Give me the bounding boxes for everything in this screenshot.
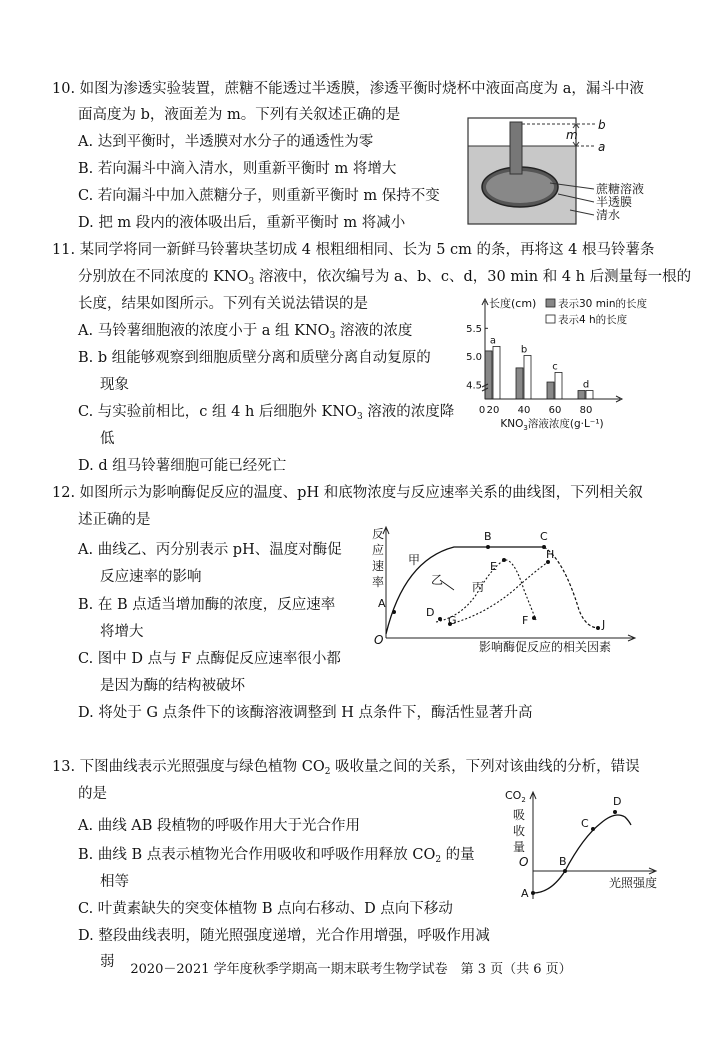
q13-option-c: C. 叶黄素缺失的突变体植物 B 点向右移动、D 点向下移动 [78, 901, 453, 917]
x-tick-label-3: 80 [579, 405, 593, 416]
point-b-label: B [484, 530, 492, 543]
label-clear-water: 清水 [596, 208, 621, 222]
legend-swatch-30min [546, 299, 555, 307]
legend-label-4h: 表示4 h的长度 [558, 314, 628, 326]
x-tick-label-2: 60 [548, 405, 562, 416]
curve-yi-label: 乙 [431, 573, 444, 587]
x-tick-label-1: 40 [517, 405, 531, 416]
co2-x-label: 光照强度 [609, 876, 658, 890]
bar-d-series-0 [578, 391, 585, 399]
point-j-label: J [602, 618, 606, 631]
q13-option-d-line2: 弱 [100, 954, 115, 970]
legend-label-30min: 表示30 min的长度 [558, 298, 647, 310]
point-a-label: A [378, 597, 386, 610]
co2-point-c-label: C [581, 817, 589, 830]
chart-y-label: 长度(cm) [489, 297, 537, 310]
ylabel-char-1: 反 [371, 527, 385, 541]
curve-bing [450, 562, 548, 624]
q11-option-b-line2: 现象 [100, 377, 129, 393]
page-footer: 2020－2021 学年度秋季学期高一期末联考生物学试卷 第 3 页（共 6 页） [130, 962, 572, 977]
bar-b-series-1 [524, 355, 531, 399]
chart-x-origin: 0 [478, 405, 486, 416]
co2-point-d-marker [613, 810, 617, 814]
potato-length-bar-chart [462, 293, 687, 431]
ylabel-char-2: 应 [371, 543, 385, 557]
q13-option-d-line1: D. 整段曲线表明，随光照强度递增，光合作用增强，呼吸作用减 [78, 928, 490, 944]
q12-stem-line2: 述正确的是 [78, 512, 151, 528]
bar-group-label-a: a [489, 335, 497, 347]
q13-option-b-line2: 相等 [100, 874, 129, 890]
q13-stem-line2: 的是 [78, 786, 107, 802]
co2-point-b-label: B [559, 855, 567, 868]
q10-stem-line1: 10. 如图为渗透实验装置，蔗糖不能透过半透膜，渗透平衡时烧杯中液面高度为 a，漏斗中液 [52, 81, 644, 97]
co2-ylabel-char-1: 吸 [513, 808, 526, 822]
bar-d-series-1 [586, 391, 593, 399]
point-d-marker [438, 617, 442, 621]
co2-point-b-marker [563, 869, 567, 873]
q13-stem-line1: 13. 下图曲线表示光照强度与绿色植物 $CO_2$ 吸收量之间的关系，下列对该曲线的分析，错误 [52, 759, 640, 777]
q12-option-d: D. 将处于 G 点条件下的该酶溶液调整到 H 点条件下，酶活性显著升高 [78, 705, 533, 721]
q11-option-d: D. d 组马铃薯细胞可能已经死亡 [78, 458, 287, 474]
q11-option-c-line2: 低 [100, 431, 115, 447]
enzyme-reaction-rate-figure [364, 520, 664, 660]
co2-point-a-marker [531, 891, 535, 895]
point-e-label: E [490, 560, 497, 573]
q12-option-b-line1: B. 在 B 点适当增加酶的浓度，反应速率 [78, 597, 336, 613]
y-tick-label-1: 5.0 [466, 352, 482, 364]
point-d-label: D [426, 606, 435, 619]
bar-b-series-0 [516, 368, 523, 399]
q10-stem-line2: 面高度为 b，液面差为 m。下列有关叙述正确的是 [78, 107, 401, 123]
point-c-label: C [540, 530, 548, 543]
q13-option-a: A. 曲线 AB 段植物的呼吸作用大于光合作用 [78, 818, 361, 834]
q11-stem-line1: 11. 某同学将同一新鲜马铃薯块茎切成 4 根粗细相同、长为 5 cm 的条，再将这 4 根马铃薯条 [52, 242, 655, 258]
q10-option-d: D. 把 m 段内的液体吸出后，重新平衡时 m 将减小 [78, 215, 406, 231]
point-a-marker [392, 610, 396, 614]
point-b-marker [486, 545, 490, 549]
curve-yi [436, 560, 536, 622]
bar-group-label-c: c [552, 361, 558, 373]
q12-option-a-line2: 反应速率的影响 [100, 569, 202, 585]
point-e-marker [502, 558, 506, 562]
co2-point-a-label: A [521, 887, 529, 900]
legend-swatch-4h [546, 315, 555, 323]
q10-option-a: A. 达到平衡时，半透膜对水分子的通透性为零 [78, 134, 374, 150]
q12-option-b-line2: 将增大 [100, 624, 144, 640]
bar-a-series-0 [485, 351, 492, 399]
q11-option-a: A. 马铃薯细胞液的浓度小于 a 组 $KNO_3$ 溶液的浓度 [78, 323, 413, 341]
label-a: a [598, 140, 606, 154]
q13-option-b-line1: B. 曲线 B 点表示植物光合作用吸收和呼吸作用释放 $CO_2$ 的量 [78, 847, 475, 865]
co2-point-c-marker [591, 827, 595, 831]
q12-stem-line1: 12. 如图所示为影响酶促反应的温度、pH 和底物浓度与反应速率关系的曲线图，下列相关叙 [52, 485, 643, 501]
bar-group-label-d: d [582, 379, 590, 391]
co2-ylabel-char-3: 量 [513, 840, 526, 854]
ylabel-char-3: 速 [371, 559, 385, 573]
point-h-label: H [546, 548, 555, 561]
label-b: b [598, 118, 606, 132]
q11-stem-line2: 分别放在不同浓度的 $KNO_3$ 溶液中，依次编号为 a、b、c、d，30 min 和 4 h 后测量每一根的 [78, 269, 692, 287]
point-f-label: F [522, 614, 529, 627]
ylabel-char-4: 率 [371, 575, 385, 589]
co2-ylabel-char-2: 收 [513, 824, 526, 838]
q11-stem-line3: 长度，结果如图所示。下列有关说法错误的是 [78, 296, 368, 312]
q11-option-b-line1: B. b 组能够观察到细胞质壁分离和质壁分离自动复原的 [78, 350, 431, 366]
bar-c-series-0 [547, 382, 554, 399]
label-semipermeable-membrane: 半透膜 [596, 195, 633, 209]
y-tick-label-2: 5.5 [466, 323, 482, 335]
funnel-tube [510, 122, 522, 174]
enzyme-x-label: 影响酶促反应的相关因素 [479, 640, 612, 654]
point-j-marker [596, 626, 600, 630]
q12-option-c-line2: 是因为酶的结构被破坏 [100, 678, 245, 694]
label-m: m [566, 128, 578, 142]
q10-option-c: C. 若向漏斗中加入蔗糖分子，则重新平衡时 m 保持不变 [78, 188, 440, 204]
point-g-label: G [448, 614, 457, 627]
q10-option-b: B. 若向漏斗中滴入清水，则重新平衡时 m 将增大 [78, 161, 397, 177]
curve-jia-label: 甲 [408, 553, 421, 567]
co2-ylabel-co: $CO_2$ [505, 789, 526, 804]
point-f-marker [532, 616, 536, 620]
bar-c-series-1 [555, 372, 562, 399]
y-tick-label-0: 4.5 [466, 380, 482, 392]
q12-option-c-line1: C. 图中 D 点与 F 点酶促反应速率很小都 [78, 651, 341, 667]
q12-option-a-line1: A. 曲线乙、丙分别表示 pH、温度对酶促 [78, 542, 342, 558]
q11-option-c-line1: C. 与实验前相比，c 组 4 h 后细胞外 $KNO_3$ 溶液的浓度降 [78, 404, 455, 422]
co2-origin-label: O [519, 855, 529, 869]
x-tick-label-0: 20 [486, 405, 500, 416]
osmosis-apparatus-figure [462, 110, 672, 230]
sucrose-solution [486, 171, 554, 203]
co2-absorption-figure [505, 785, 675, 905]
bar-a-series-1 [493, 346, 500, 399]
enzyme-origin-label: O [374, 633, 384, 647]
label-sucrose-solution: 蔗糖溶液 [596, 182, 645, 196]
chart-x-label: $KNO_3$溶液浓度(g·L⁻¹) [500, 418, 604, 431]
curve-bing-label: 丙 [472, 580, 485, 594]
co2-point-d-label: D [613, 795, 622, 808]
bar-group-label-b: b [520, 344, 528, 356]
